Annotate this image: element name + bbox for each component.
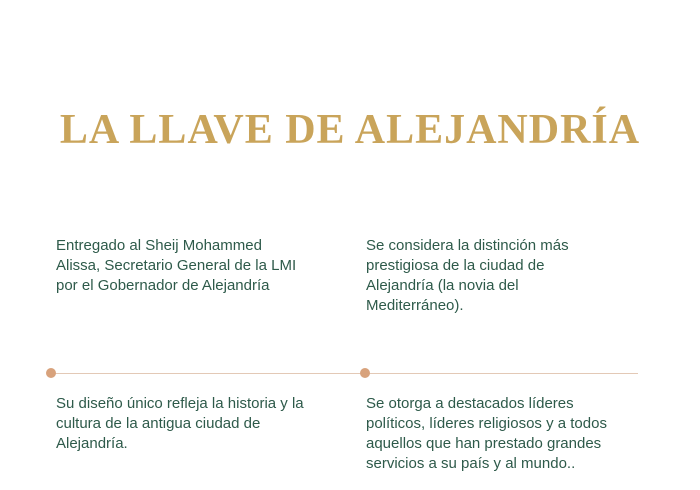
- info-line: políticos, líderes religiosos y a todos: [366, 415, 607, 432]
- info-line: Mediterráneo).: [366, 297, 464, 314]
- info-line: servicios a su país y al mundo..: [366, 455, 576, 472]
- info-block-prestige: [366, 236, 621, 316]
- page-title: LA LLAVE DE ALEJANDRÍA: [59, 107, 641, 153]
- info-block-recipients: [366, 394, 626, 474]
- info-block-design: [56, 394, 331, 454]
- timeline-divider: [50, 373, 638, 374]
- info-line: Se otorga a destacados líderes: [366, 395, 574, 412]
- info-line: Alissa, Secretario General de la LMI: [56, 257, 297, 274]
- timeline-dot: [360, 368, 370, 378]
- info-line: Se considera la distinción más: [366, 237, 569, 254]
- info-block-awarded: [56, 236, 331, 296]
- info-line: Su diseño único refleja la historia y la: [56, 395, 304, 412]
- info-line: por el Gobernador de Alejandría: [56, 277, 270, 294]
- info-line: Entregado al Sheij Mohammed: [56, 237, 262, 254]
- info-line: Alejandría (la novia del: [366, 277, 519, 294]
- info-line: Alejandría.: [56, 435, 128, 452]
- info-line: prestigiosa de la ciudad de: [366, 257, 545, 274]
- timeline-dot: [46, 368, 56, 378]
- info-line: aquellos que han prestado grandes: [366, 435, 602, 452]
- info-line: cultura de la antigua ciudad de: [56, 415, 261, 432]
